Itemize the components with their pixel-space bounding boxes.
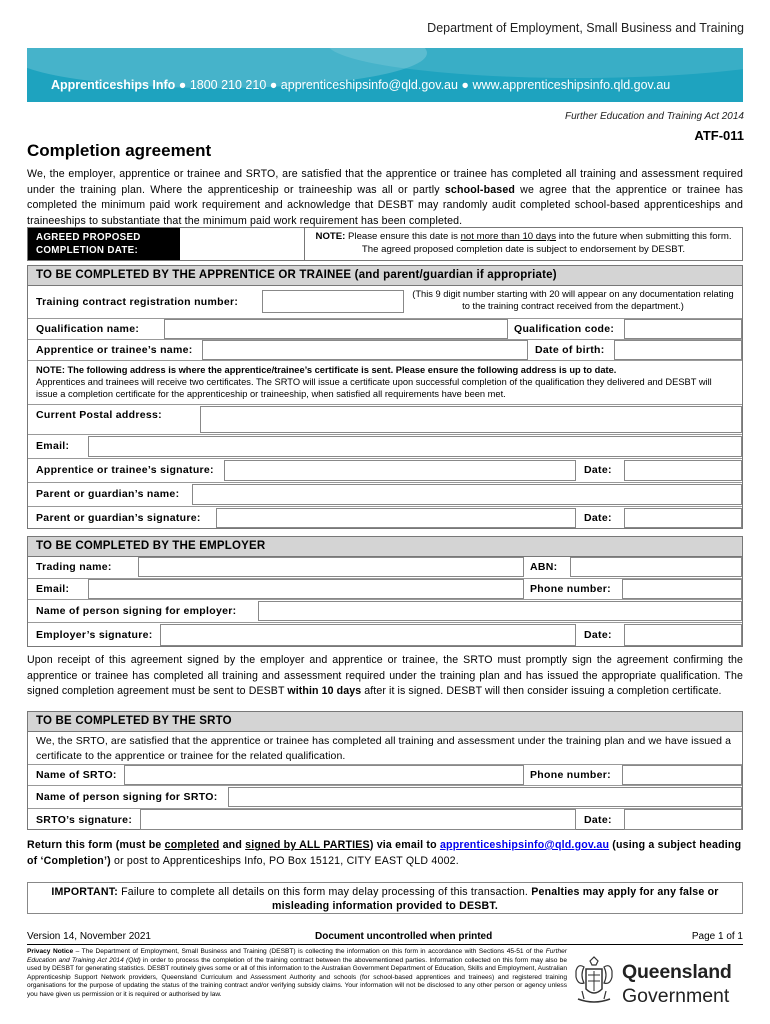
address-note-text: Apprentices and trainees will receive two certificates. The SRTO will issue a certificate upon successful completion of the qualification they delivered and DESBT will issue a completion certificate for the apprenticeship or traineeship, when satisfied all requirements have been met.: [36, 377, 712, 399]
privacy-notice: Privacy Notice – The Department of Employment, Small Business and Training (DESBT) is collecting the information on this form in accordance with Sections 45-51 of the Further Education and Training Act 2014 (Qld) in order to process the completion of the training contract between the abovementioned parties. Information collected on this form may also be used by DESBT for generating statistics. DESBT routinely gives some or all of this information to the Australian Government Department of Education, Skills and Employment, Australian Apprenticeship Support Network providers, Queensland Curriculum and Assessment Authority and schools (for school-based apprentices and trainees) and registered training organisations for the purpose of updating the status of the training contract and/or verifying subsidy claims. Your information will not be disclosed to any other person or agency unless you have given us permission or it is required or authorised by law.: [27, 948, 567, 998]
agreed-date-field[interactable]: [180, 228, 304, 260]
apprentice-date-label: Date:: [584, 464, 612, 476]
footer-divider: [27, 944, 743, 945]
training-contract-label: Training contract registration number:: [36, 296, 239, 308]
footer-meta: [27, 931, 743, 942]
srto-signer-field[interactable]: [228, 787, 742, 807]
banner-phone: 1800 210 210: [189, 78, 267, 92]
training-contract-note: (This 9 digit number starting with 20 will appear on any documentation relating to the training contract received from the department.): [412, 289, 734, 311]
employer-phone-label: Phone number:: [530, 583, 611, 595]
dob-label: Date of birth:: [535, 344, 605, 356]
apprentice-section: [27, 265, 743, 529]
uncontrolled-label: Document uncontrolled when printed: [315, 931, 493, 942]
important-notice: IMPORTANT: Failure to complete all details on this form may delay processing of this transaction. Penalties may apply for any false or misleading information provided to DESBT.: [27, 882, 743, 914]
form-number: ATF-011: [694, 128, 744, 143]
employer-date-label: Date:: [584, 629, 612, 641]
employer-email-field[interactable]: [88, 579, 524, 599]
employer-signer-label: Name of person signing for employer:: [36, 605, 237, 617]
postal-address-field[interactable]: [200, 406, 742, 433]
parent-date-label: Date:: [584, 512, 612, 524]
return-instructions: Return this form (must be completed and signed by ALL PARTIES) via email to apprenticeshipsinfo@qld.gov.au (using a subject heading of ‘Completion’) or post to Apprenticeships Info, PO Box 15121, CITY EAST QLD 4002.: [27, 839, 742, 867]
srto-signature-field[interactable]: [140, 809, 576, 830]
agreed-date-note: NOTE: Please ensure this date is not more than 10 days into the future when submitting this form. The agreed proposed completion date is subject to endorsement by DESBT.: [304, 228, 742, 260]
section-header: TO BE COMPLETED BY THE EMPLOYER: [28, 537, 742, 557]
employer-signature-label: Employer’s signature:: [36, 629, 153, 641]
srto-section: [27, 711, 743, 830]
qualification-code-label: Qualification code:: [514, 323, 615, 335]
banner-contact-line: Apprenticeships Info ● 1800 210 210 ● apprenticeshipsinfo@qld.gov.au ● www.apprenticeshipsinfo.qld.gov.au: [51, 78, 671, 92]
employer-section: [27, 536, 743, 647]
logo-queensland: Queensland: [622, 961, 732, 983]
employer-signer-field[interactable]: [258, 601, 742, 621]
coat-of-arms-icon: [572, 955, 616, 1011]
parent-signature-label: Parent or guardian’s signature:: [36, 512, 201, 524]
return-email-link[interactable]: apprenticeshipsinfo@qld.gov.au: [439, 839, 610, 851]
banner-org: Apprenticeships Info: [51, 78, 176, 92]
section-header: TO BE COMPLETED BY THE SRTO: [28, 712, 742, 732]
address-note-bold: NOTE: The following address is where the apprentice/trainee’s certificate is sent. Please ensure the following address is up to date.: [36, 365, 617, 375]
employer-email-label: Email:: [36, 583, 70, 595]
srto-statement: We, the SRTO, are satisfied that the apprentice or trainee has completed all training and assessment under the training plan and we have issued a certificate to the apprentice or trainee for the related qualification.: [36, 735, 732, 762]
agreed-completion-date-row: [27, 227, 743, 261]
apprentice-date-field[interactable]: [624, 460, 742, 481]
intro-paragraph: We, the employer, apprentice or trainee and SRTO, are satisfied that the apprentice or trainee has completed all training and assessment required under the training plan. Where the apprenticeship or traineeship was all or partly school-based we agree that the apprentice or trainee has completed the minimum paid work requirement and acknowledge that DESBT may randomly audit completed school-based apprenticeships and traineeships to substantiate that the minimum paid work requirement has been completed.: [27, 168, 744, 227]
contact-banner: [27, 48, 743, 102]
page-number: Page 1 of 1: [691, 931, 743, 942]
queensland-government-logo: [572, 955, 744, 1015]
apprentice-email-label: Email:: [36, 440, 70, 452]
logo-government: Government: [622, 985, 730, 1007]
apprentice-signature-field[interactable]: [224, 460, 576, 481]
qualification-code-field[interactable]: [624, 319, 742, 339]
employer-phone-field[interactable]: [622, 579, 742, 599]
srto-date-field[interactable]: [624, 809, 742, 830]
dob-field[interactable]: [614, 340, 742, 360]
page-title: Completion agreement: [27, 141, 212, 160]
banner-website[interactable]: www.apprenticeshipsinfo.qld.gov.au: [472, 78, 671, 92]
parent-signature-field[interactable]: [216, 508, 576, 528]
version-label: Version 14, November 2021: [27, 931, 151, 942]
postal-address-label: Current Postal address:: [36, 409, 162, 421]
srto-phone-label: Phone number:: [530, 769, 611, 781]
srto-phone-field[interactable]: [622, 765, 742, 785]
apprentice-signature-label: Apprentice or trainee’s signature:: [36, 464, 214, 476]
department-name: Department of Employment, Small Business and Training: [427, 21, 744, 35]
abn-field[interactable]: [570, 557, 742, 577]
employer-date-field[interactable]: [624, 624, 742, 646]
banner-decoration: [327, 48, 743, 78]
srto-instructions-paragraph: Upon receipt of this agreement signed by the employer and apprentice or trainee, the SRTO must promptly sign the agreement confirming the apprentice or trainee has completed all training and assessment required under the training plan and has issued the appropriate qualification. The signed completion agreement must be sent to DESBT within 10 days after it is signed. DESBT will then consider issuing a completion certificate.: [27, 654, 743, 697]
agreed-date-label: AGREED PROPOSED COMPLETION DATE:: [28, 228, 180, 260]
parent-name-label: Parent or guardian’s name:: [36, 488, 180, 500]
srto-name-label: Name of SRTO:: [36, 769, 117, 781]
apprentice-email-field[interactable]: [88, 436, 742, 457]
srto-signer-label: Name of person signing for SRTO:: [36, 791, 218, 803]
apprentice-name-label: Apprentice or trainee’s name:: [36, 344, 193, 356]
srto-name-field[interactable]: [124, 765, 524, 785]
srto-date-label: Date:: [584, 814, 612, 826]
srto-signature-label: SRTO’s signature:: [36, 814, 133, 826]
legislation-act: Further Education and Training Act 2014: [565, 111, 744, 122]
employer-signature-field[interactable]: [160, 624, 576, 646]
trading-name-field[interactable]: [138, 557, 524, 577]
parent-name-field[interactable]: [192, 484, 742, 505]
trading-name-label: Trading name:: [36, 561, 112, 573]
apprentice-name-field[interactable]: [202, 340, 528, 360]
qualification-name-field[interactable]: [164, 319, 508, 339]
qualification-name-label: Qualification name:: [36, 323, 140, 335]
banner-email[interactable]: apprenticeshipsinfo@qld.gov.au: [280, 78, 458, 92]
abn-label: ABN:: [530, 561, 558, 573]
training-contract-field[interactable]: [262, 290, 404, 313]
section-header: TO BE COMPLETED BY THE APPRENTICE OR TRAINEE (and parent/guardian if appropriate): [28, 266, 742, 286]
parent-date-field[interactable]: [624, 508, 742, 528]
